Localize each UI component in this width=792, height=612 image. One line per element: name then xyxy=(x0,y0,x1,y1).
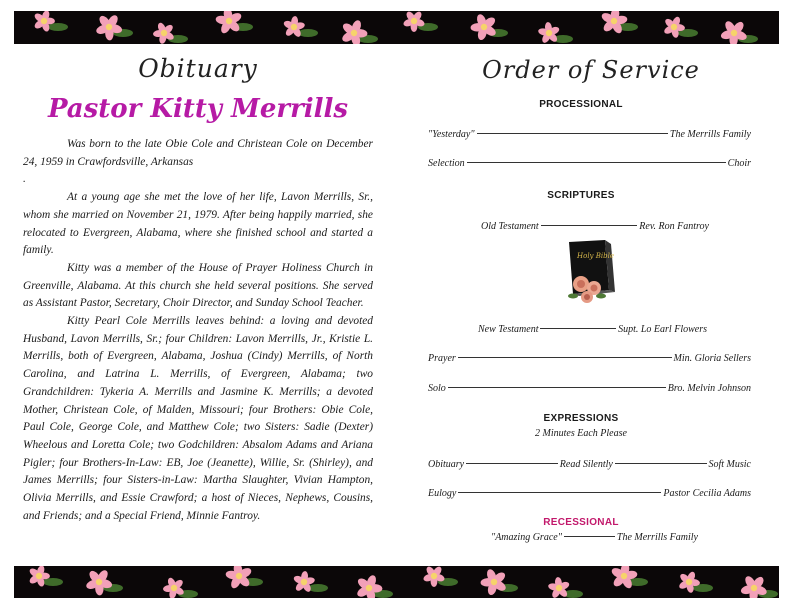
program-item: Obituary xyxy=(428,459,465,470)
flower-center-shape xyxy=(611,18,617,24)
program-participant: The Merrills Family xyxy=(616,532,698,543)
flower-center-shape xyxy=(161,30,167,36)
bible-label: Holy Bible xyxy=(577,252,614,260)
obituary-paragraph: . xyxy=(23,173,26,186)
leader-line xyxy=(540,328,616,329)
obituary-column xyxy=(23,50,373,525)
program-participant: Bro. Melvin Johnson xyxy=(667,383,751,394)
leader-line xyxy=(466,463,558,464)
program-line-prayer xyxy=(428,353,751,364)
flower-center-shape xyxy=(171,585,177,591)
bible-with-roses-icon xyxy=(561,238,617,304)
floral-decoration-icon xyxy=(14,11,779,44)
flower-center-shape xyxy=(431,573,437,579)
leader-line xyxy=(467,162,726,163)
flower-center-shape xyxy=(36,573,42,579)
obituary-paragraph: Was born to the late Obie Cole and Christean Cole on December 24, 1959 in Crawfordsville, Arkansas xyxy=(23,138,373,168)
obituary-text xyxy=(23,136,373,525)
order-of-service-column xyxy=(411,50,771,543)
leader-line xyxy=(477,133,668,134)
flower-center-shape xyxy=(546,30,552,36)
program-participant: Rev. Ron Fantroy xyxy=(639,221,709,232)
flower-center-shape xyxy=(686,579,692,585)
bottom-floral-banner xyxy=(14,566,779,598)
top-floral-banner xyxy=(14,11,779,44)
program-participant: Choir xyxy=(727,158,751,169)
program-item: Read Silently xyxy=(559,459,613,470)
program-item: Prayer xyxy=(428,353,456,364)
flower-center-shape xyxy=(351,30,357,36)
flower-center-shape xyxy=(226,18,232,24)
order-of-service-heading: Order of Service xyxy=(482,56,700,84)
program-line-solo xyxy=(428,383,751,394)
scriptures-heading: SCRIPTURES xyxy=(547,190,615,201)
expressions-heading: EXPRESSIONS xyxy=(543,413,619,424)
leader-line xyxy=(615,463,707,464)
leaf-shape xyxy=(308,584,328,592)
flower-center-shape xyxy=(731,30,737,36)
flower-center-shape xyxy=(411,18,417,24)
program-item: Selection xyxy=(428,158,465,169)
program-item: Solo xyxy=(428,383,446,394)
flower-center-shape xyxy=(671,24,677,30)
leader-line xyxy=(564,536,615,537)
deceased-name: Pastor Kitty Merrills xyxy=(47,94,349,124)
floral-decoration-icon xyxy=(14,566,779,598)
program-line-yesterday xyxy=(428,129,751,140)
flower-center-shape xyxy=(621,573,627,579)
processional-heading: PROCESSIONAL xyxy=(539,99,623,110)
program-item: Eulogy xyxy=(428,488,457,499)
recessional-heading: RECESSIONAL xyxy=(543,517,619,528)
leader-line xyxy=(448,387,666,388)
program-participant: The Merrills Family xyxy=(669,129,751,140)
program-line-selection xyxy=(428,158,751,169)
flower-center-shape xyxy=(291,24,297,30)
leader-line xyxy=(458,492,661,493)
program-line-recessional xyxy=(491,532,698,543)
expressions-note: 2 Minutes Each Please xyxy=(535,428,627,439)
program-line-old-testament xyxy=(481,221,709,232)
program-participant: Soft Music xyxy=(708,459,751,470)
obituary-heading: Obituary xyxy=(138,54,258,83)
program-participant: Pastor Cecilia Adams xyxy=(663,488,751,499)
program-item: "Amazing Grace" xyxy=(491,532,562,543)
flower-center-shape xyxy=(236,573,242,579)
program-line-new-testament xyxy=(478,324,707,335)
program-item: New Testament xyxy=(478,324,539,335)
obituary-paragraph: Kitty Pearl Cole Merrills leaves behind: a loving and devoted Husband, Lavon Merrills, Sr.; four Children: Lavon Merrills, Jr., Kristie L. Merrills, both of Evergreen, Alabama, Joshua (Cindy) Merrills, of North Carolina, and Latrina L. Merrills, of Evergreen, Alabama; two Grandchildren: Tykeria A. Merrills and Jasmine K. Merrills; a devoted Mother, Christean Cole, of Malden, Missouri; four Brothers: Obie Cole, Paul Cole, George Cole, and Matthew Cole; two Sisters: Sadie (Dexter) Wheelous and Loretta Cole; two Godchildren: Absalom Adams and Ariana Pigler; four Brothers-In-Law: EB, Joe (Jeanette), Willie, Sr. (Shirley), and James Merrills; four Sisters-in-Law: Martha Slaughter, Vivian Hampton, Olivia Merrills, and Essie Crawford; a host of Nieces, Nephews, Cousins, and Friends; and a Special Friend, Minnie Fantroy. xyxy=(23,315,373,522)
leader-line xyxy=(458,357,672,358)
flower-center-shape xyxy=(41,18,47,24)
obituary-paragraph: At a young age she met the love of her life, Lavon Merrills, Sr., whom she married on November 21, 1979. After being happily married, she relocated to Evergreen, Alabama, where she finished school and started a family. xyxy=(23,191,373,257)
program-participant: Supt. Lo Earl Flowers xyxy=(618,324,707,335)
obituary-paragraph: Kitty was a member of the House of Prayer Holiness Church in Greenville, Alabama. At this church she held several positions. She served as Assistant Pastor, Secretary, Choir Director, and Sunday School Teacher. xyxy=(23,261,373,310)
flower-center-shape xyxy=(556,585,562,591)
program-line-obituary xyxy=(428,459,751,470)
program-item: Old Testament xyxy=(481,221,539,232)
flower-center-shape xyxy=(481,24,487,30)
flower-center-shape xyxy=(106,24,112,30)
flower-center-shape xyxy=(96,579,102,585)
flower-center-shape xyxy=(366,585,372,591)
leaf-shape xyxy=(298,29,318,37)
flower-center-shape xyxy=(751,585,757,591)
flower-center-shape xyxy=(301,579,307,585)
program-participant: Min. Gloria Sellers xyxy=(673,353,751,364)
program-item: "Yesterday" xyxy=(428,129,475,140)
leader-line xyxy=(541,225,638,226)
program-line-eulogy xyxy=(428,488,751,499)
flower-center-shape xyxy=(491,579,497,585)
